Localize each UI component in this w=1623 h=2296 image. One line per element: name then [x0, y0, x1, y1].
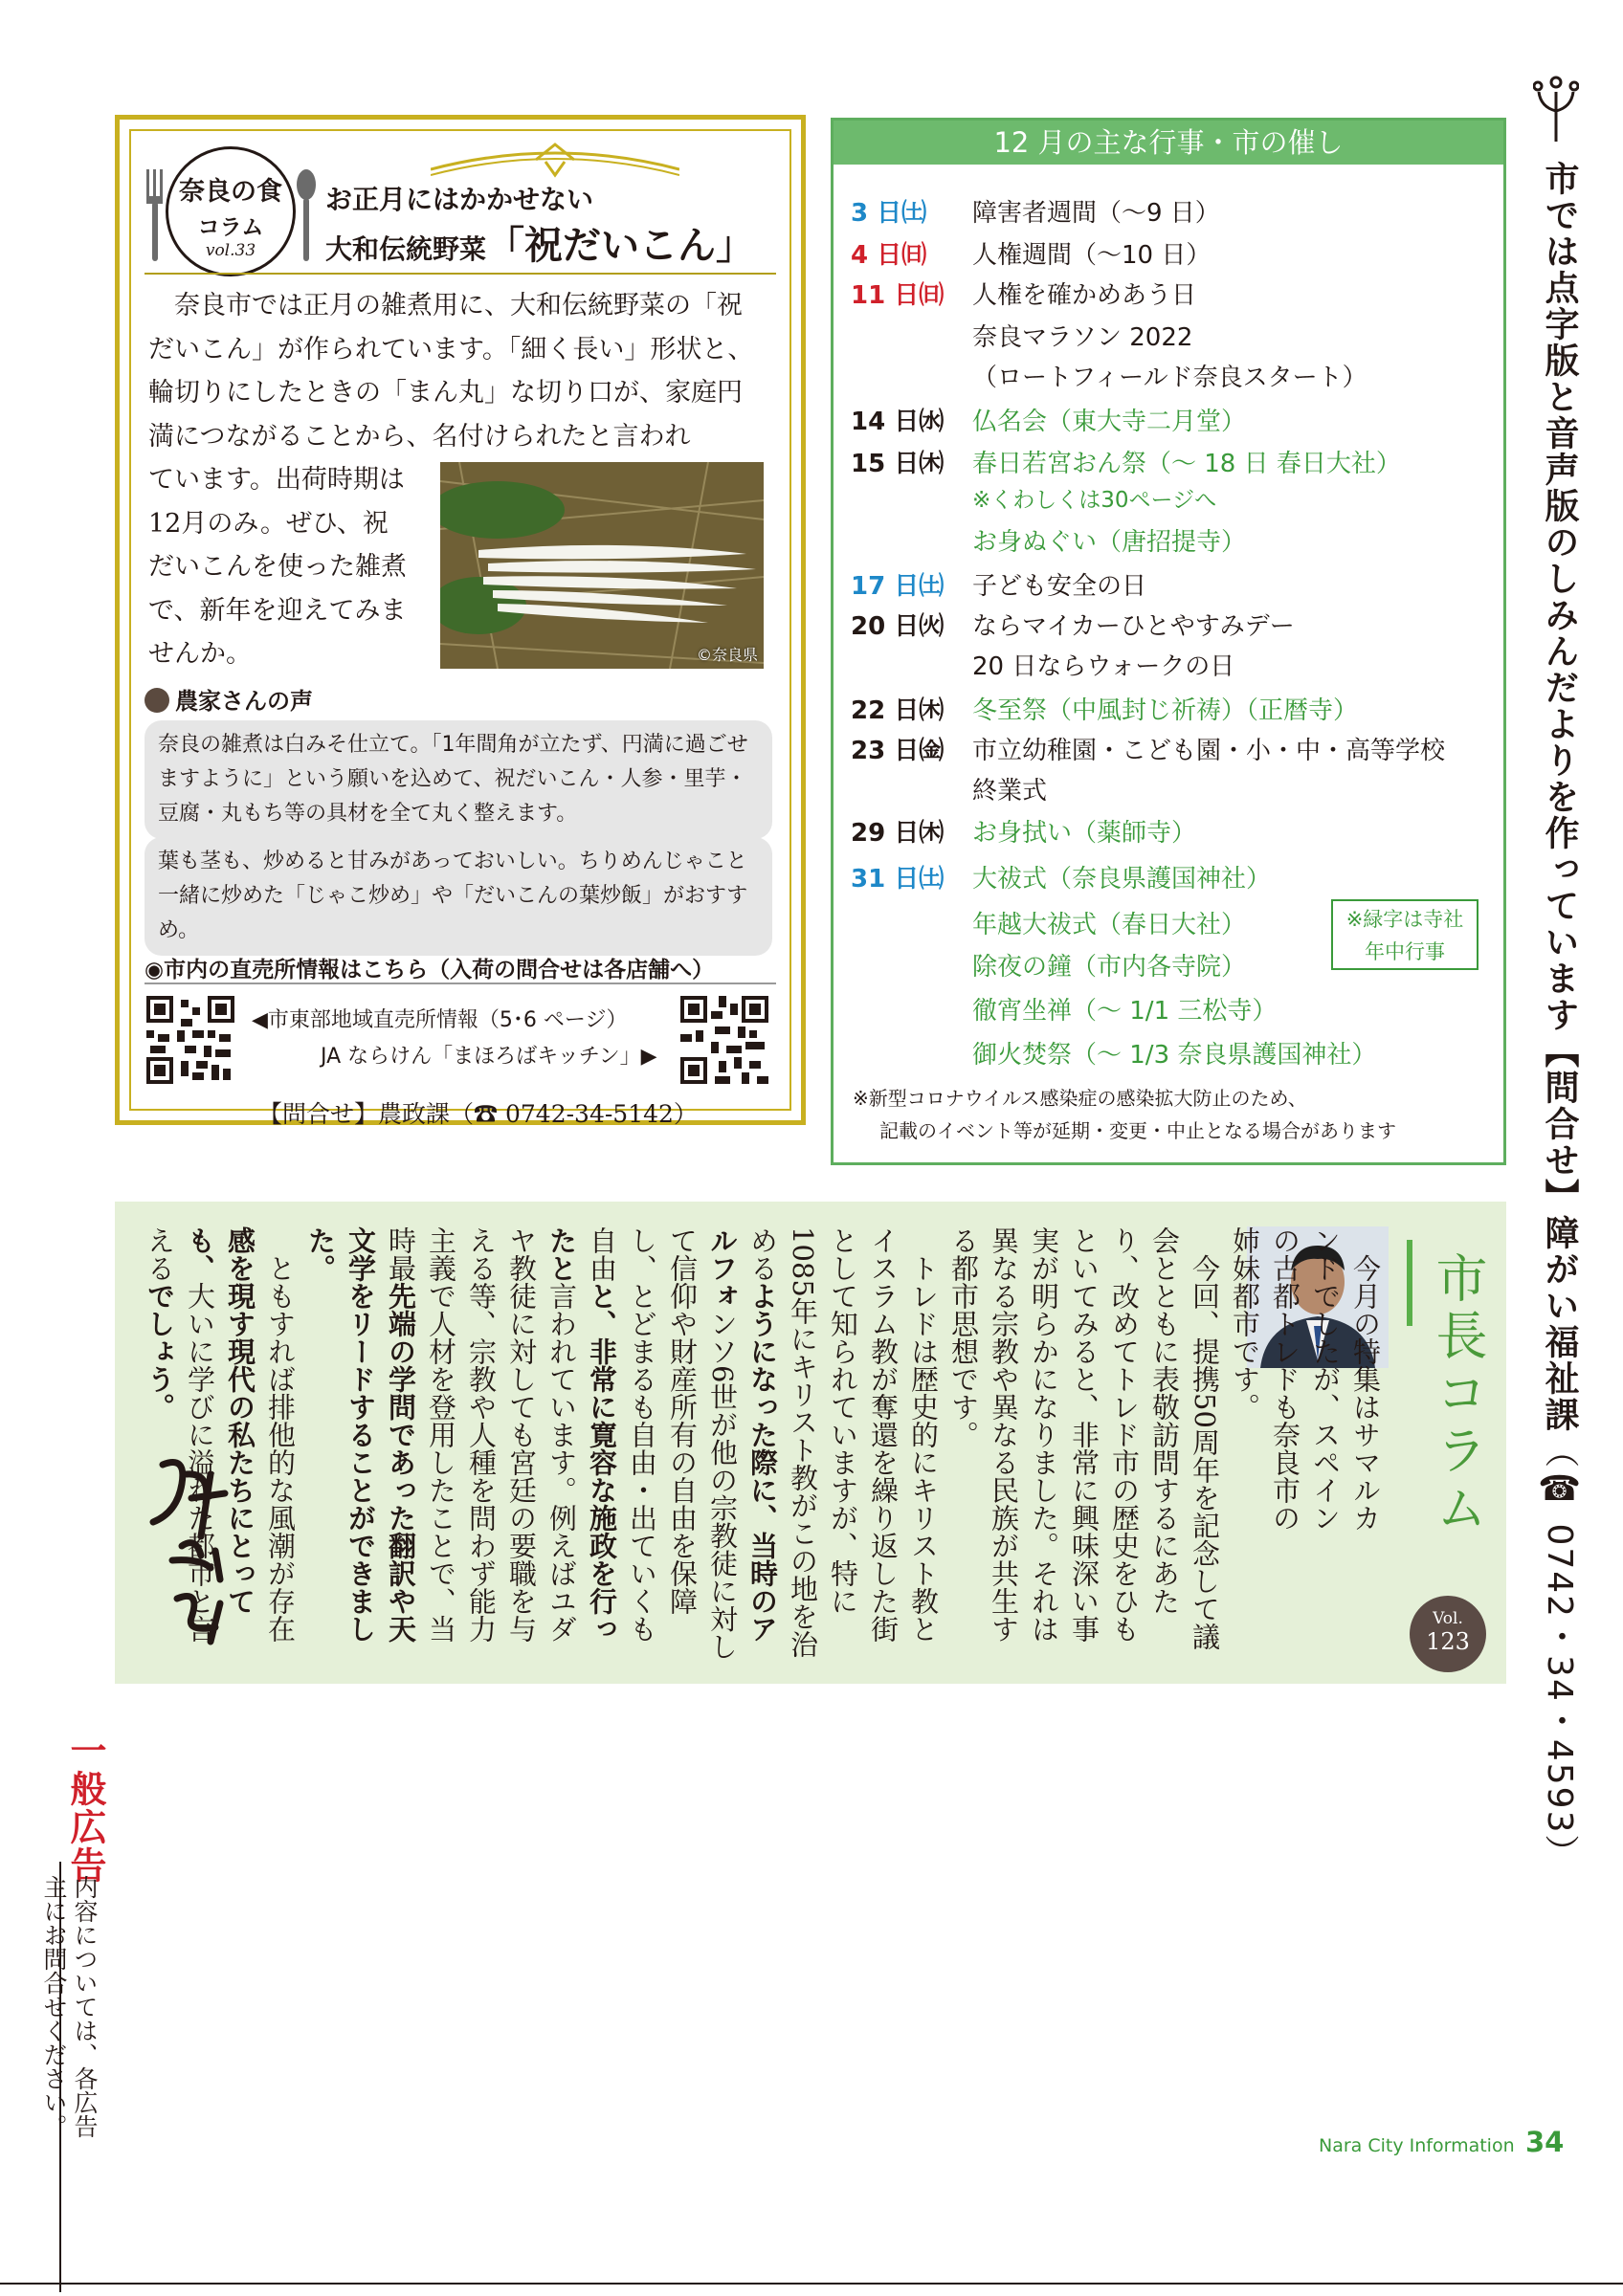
- event-date: 14 日㈬: [851, 408, 945, 436]
- event-text: ならマイカーひとやすみデー: [972, 612, 1295, 641]
- notice-phone[interactable]: （☎ 0742・34・4593）: [1540, 1433, 1579, 1871]
- green-text-legend: [1331, 899, 1478, 970]
- qr-code-ja[interactable]: [680, 996, 768, 1084]
- essay-paragraph: 今月の特集はサマルカンドでしたが、スペインの古都トレドも奈良市の姉妹都市です。: [1229, 1226, 1382, 1532]
- event-note: ※くわしくは30ページへ: [972, 488, 1217, 513]
- photo-credit: ©奈良県: [696, 646, 758, 664]
- essay-text: トレドは歴史的にキリスト教とイスラム教が奪還を繰り返した街として知られていますが、特に1085年にキリスト教がこの地を治める: [746, 1226, 940, 1658]
- farmer-voice-heading: [145, 682, 313, 716]
- essay-text: 言われています。例えばユダヤ教徒に対しても宮廷の要職を与える等、宗教や人種を問わず能力主義で人材を登用したことで、当時最: [385, 1226, 578, 1643]
- event-text: 市立幼稚園・こども園・小・中・高等学校: [972, 737, 1446, 765]
- legend-line: 年中行事: [1365, 940, 1445, 963]
- farmer-heading-text: 農家さんの声: [175, 688, 313, 715]
- event-text: 春日若宮おん祭（～ 18 日 春日大社）: [972, 450, 1401, 478]
- event-date: 17 日㈯: [851, 572, 945, 601]
- event-date: 3 日㈯: [851, 199, 927, 228]
- event-text: お身拭い（薬師寺）: [972, 819, 1197, 848]
- event-text: 人権週間（～10 日）: [972, 241, 1212, 270]
- event-date: 31 日㈯: [851, 865, 945, 894]
- sprout-icon: [1533, 73, 1579, 142]
- fork-icon: [145, 169, 166, 261]
- qr-code-east[interactable]: [146, 996, 234, 1084]
- mayor-essay: [140, 1226, 1386, 1667]
- body-line: ています。出荷時期は: [148, 465, 405, 495]
- contact-label: 【問合せ】: [258, 1100, 379, 1128]
- page-number: 34: [1525, 2126, 1565, 2158]
- badge-subtitle: コラム: [197, 214, 264, 240]
- contact-phone[interactable]: （☎ 0742-34-5142）: [450, 1100, 698, 1128]
- event-text: 冬至祭（中風封じ祈祷）（正暦寺）: [972, 696, 1359, 725]
- body-line: で、新年を迎えてみま: [148, 595, 407, 626]
- event-text: 御火焚祭（～ 1/3 奈良県護国神社）: [972, 1041, 1377, 1070]
- event-text: 障害者週間（～9 日）: [972, 199, 1220, 228]
- event-date: 22 日㈭: [851, 696, 945, 725]
- food-title: [325, 215, 754, 270]
- link-east-direct-shops[interactable]: ◀市東部地域直売所情報（5･6 ページ）: [252, 1008, 628, 1032]
- daikon-photo: [440, 462, 764, 669]
- event-date: 20 日㈫: [851, 612, 945, 641]
- event-date: 15 日㈭: [851, 450, 945, 478]
- essay-emphasis: でしょう。: [144, 1282, 176, 1421]
- volume-badge: [1410, 1596, 1486, 1672]
- essay-text: ともすれば排他的な風潮が存在: [264, 1254, 297, 1643]
- body-line: だいこんを使った雑煮: [148, 552, 407, 582]
- footer-publication-name: Nara City Information: [1319, 2135, 1515, 2156]
- body-line: 12月のみ。ぜひ、祝: [148, 508, 389, 539]
- divider: [145, 982, 776, 984]
- food-column-badge: [166, 146, 296, 276]
- essay-paragraph: [300, 1226, 944, 1667]
- event-text: 子ども安全の日: [972, 572, 1147, 601]
- event-date: 4 日㈰: [851, 241, 927, 270]
- event-text: 大祓式（奈良県護国神社）: [972, 865, 1272, 894]
- event-date: 23 日㈮: [851, 737, 945, 765]
- events-title: 12 月の主な行事・市の催し: [834, 121, 1503, 165]
- title-accent-bar: [1407, 1240, 1412, 1326]
- link-ja-mahoroba-kitchen[interactable]: JA ならけん「まほろばキッチン」▶: [321, 1045, 657, 1069]
- events-footnote: 記載のイベント等が延期・変更・中止となる場合があります: [879, 1119, 1396, 1142]
- food-column: [115, 115, 806, 1128]
- mayor-signature: [134, 1446, 249, 1646]
- volume-number: 123: [1426, 1628, 1470, 1655]
- events-calendar: [831, 118, 1506, 1165]
- divider: [145, 273, 776, 275]
- food-subtitle: お正月にはかかせない: [325, 184, 594, 215]
- event-text: お身ぬぐい（唐招提寺）: [972, 528, 1247, 557]
- essay-emphasis: ようになった際に、当時のアルフォ: [706, 1226, 779, 1643]
- food-title-main: 「祝だいこん」: [486, 223, 755, 268]
- moon-icon: [145, 688, 169, 713]
- ribbon-icon: [431, 141, 679, 179]
- body-line: せんか。: [148, 639, 252, 669]
- essay-emphasis: 先端の学問であった翻訳や天文学をリードすることができました。: [304, 1226, 417, 1643]
- badge-title: 奈良の食: [179, 177, 282, 207]
- event-text: 奈良マラソン 2022: [972, 323, 1193, 352]
- essay-text: ンソ6世が他の宗教徒に対して信仰や財産所有の自由を保障し、とどまるも自由・出ていくも自由: [586, 1226, 739, 1661]
- essay-text: 大いに学びに溢れた都市と言える: [144, 1226, 216, 1643]
- event-text: 徹宵坐禅（～ 1/1 三松寺）: [972, 997, 1278, 1026]
- event-text: 年越大祓式（春日大社）: [972, 911, 1247, 939]
- divider: [0, 2283, 1623, 2285]
- legend-line: ※緑字は寺社: [1345, 908, 1464, 931]
- event-text: 20 日ならウォークの日: [972, 652, 1235, 681]
- farmer-quote: 葉も茎も、炒めると甘みがあっておいしい。ちりめんじゃこと一緒に炒めた「じゃこ炒め」や「だいこんの葉炒飯」がおすすめ。: [145, 837, 772, 956]
- event-text: 人権を確かめあう日: [972, 281, 1197, 310]
- general-ad-notice: 内容については、各広告主にお問合せください。: [40, 1875, 99, 2138]
- event-text: 終業式: [972, 777, 1048, 806]
- contact-department: 農政課: [378, 1100, 451, 1128]
- food-body-continued: [148, 458, 426, 676]
- event-text: （ロートフィールド奈良スタート）: [972, 364, 1367, 392]
- volume-label: Vol.: [1433, 1609, 1463, 1628]
- spoon-icon: [296, 169, 317, 261]
- event-date: 29 日㈭: [851, 819, 945, 848]
- mayor-column-title: 市長コラム: [1428, 1251, 1488, 1538]
- event-text: 仏名会（東大寺二月堂）: [972, 408, 1247, 436]
- braille-audio-notice: [1535, 161, 1584, 1871]
- essay-emphasis: 感を現す現代の私たちにとっても、: [184, 1226, 256, 1615]
- notice-text: 市では点字版と音声版のしみんだよりを作っています【問合せ】障がい福祉課: [1540, 161, 1579, 1433]
- essay-paragraph: 今回、提携50周年を記念して議会とともに表敬訪問するにあたり、改めてトレド市の歴史をひもといてみると、非常に興味深い事実が明らかになりました。それは異なる宗教や異なる民族が共生する都市思想です。: [947, 1226, 1221, 1650]
- food-body-paragraph: 奈良市では正月の雑煮用に、大和伝統野菜の「祝だいこん」が作られています。「細く長い」形状と、輪切りにしたときの「まん丸」な切り口が、家庭円満につながることから、名付けられたと言われ: [148, 291, 754, 452]
- essay-emphasis: と、非常に寛容な施政を行ったと: [545, 1226, 618, 1643]
- food-contact: [258, 1095, 698, 1130]
- events-footnote: ※新型コロナウイルス感染症の感染拡大防止のため、: [853, 1087, 1307, 1110]
- badge-volume: vol.33: [205, 241, 256, 260]
- food-title-prefix: 大和伝統野菜: [325, 233, 487, 265]
- shops-info-heading: ◉市内の直売所情報はこちら（入荷の問合せは各店舗へ）: [145, 958, 715, 982]
- mayor-column: [115, 1202, 1506, 1684]
- farmer-quote: 奈良の雑煮は白みそ仕立て。「1年間角が立たず、円満に過ごせますように」という願いを込めて、祝だいこん・人参・里芋・豆腐・丸もち等の具材を全て丸く整えます。: [145, 720, 772, 839]
- general-ad-title: 一般広告: [64, 1732, 106, 1885]
- event-date: 11 日㈰: [851, 281, 945, 310]
- event-text: 除夜の鐘（市内各寺院）: [972, 953, 1247, 982]
